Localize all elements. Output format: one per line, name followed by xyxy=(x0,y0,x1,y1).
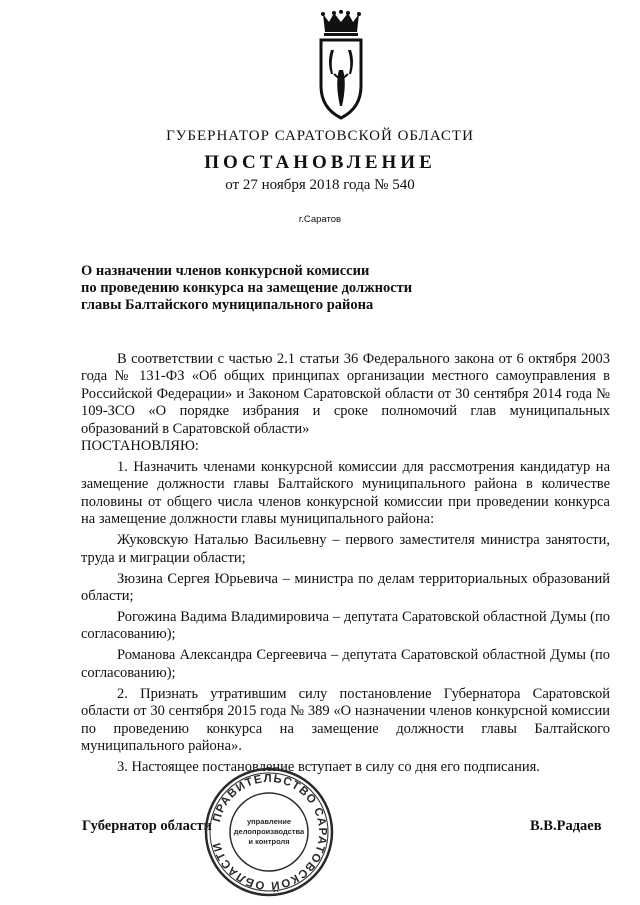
signatory-name: В.В.Радаев xyxy=(530,818,602,834)
stamp-center-line: управление xyxy=(246,817,292,826)
paragraph-member: Романова Александра Сергеевича – депутата Саратовской областной Думы (по согласованию); xyxy=(81,647,610,681)
coat-of-arms-icon xyxy=(315,10,367,122)
paragraph-member: Зюзина Сергея Юрьевича – министра по делам территориальных образований области; xyxy=(81,570,610,605)
document-subject xyxy=(81,263,481,314)
paragraph-member: Рогожина Вадима Владимировича – депутата Саратовской областной Думы (по согласованию); xyxy=(81,609,610,643)
issuing-authority: ГУБЕРНАТОР САРАТОВСКОЙ ОБЛАСТИ xyxy=(166,128,474,144)
paragraph-member: Жуковскую Наталью Васильевну – первого заместителя министра занятости, труда и миграции области; xyxy=(81,532,610,566)
stamp-center-line: и контроля xyxy=(248,837,290,846)
paragraph-item-2: 2. Признать утратившим силу постановление Губернатора Саратовской области от 30 сентября 2015 года № 389 «О назначении членов конкурсной комиссии по проведению конкурса на замещение должности главы Балтайского муниципального района». xyxy=(81,685,610,755)
stamp-center-line: делопроизводства xyxy=(233,827,305,836)
signatory-title: Губернатор области xyxy=(82,818,212,834)
paragraph-preamble: В соответствии с частью 2.1 статьи 36 Федерального закона от 6 октября 2003 года № 131-ФЗ «Об общих принципах организации местного самоуправления в Российской Федерации» и Законом Саратовской области от 30 сентября 2014 года № 109-ЗСО «О порядке избрания и сроке полномочий глав муниципальных образований в Саратовской области» xyxy=(81,351,610,437)
document-city: г.Саратов xyxy=(298,214,342,225)
paragraph-item-1: 1. Назначить членами конкурсной комиссии для рассмотрения кандидатур на замещение должности главы Балтайского муниципального района в количестве половины от общего числа членов конкурсной комиссии при проведении конкурса на замещение должности главы муниципального района: xyxy=(81,459,610,528)
stamp-ring-text: ПРАВИТЕЛЬСТВО САРАТОВСКОЙ ОБЛАСТИ xyxy=(210,772,329,892)
subject-line: по проведению конкурса на замещение должности xyxy=(81,280,413,296)
document-date-number: от 27 ноября 2018 года № 540 xyxy=(225,177,415,193)
document-body xyxy=(81,351,610,780)
paragraph-item-3: 3. Настоящее постановление вступает в силу со дня его подписания. xyxy=(117,759,540,776)
document-type-title: ПОСТАНОВЛЕНИЕ xyxy=(204,152,436,173)
official-stamp-icon xyxy=(203,766,335,898)
subject-line: главы Балтайского муниципального района xyxy=(81,297,374,313)
paragraph-resolve: ПОСТАНОВЛЯЮ: xyxy=(81,438,199,455)
subject-line: О назначении членов конкурсной комиссии xyxy=(81,263,370,279)
